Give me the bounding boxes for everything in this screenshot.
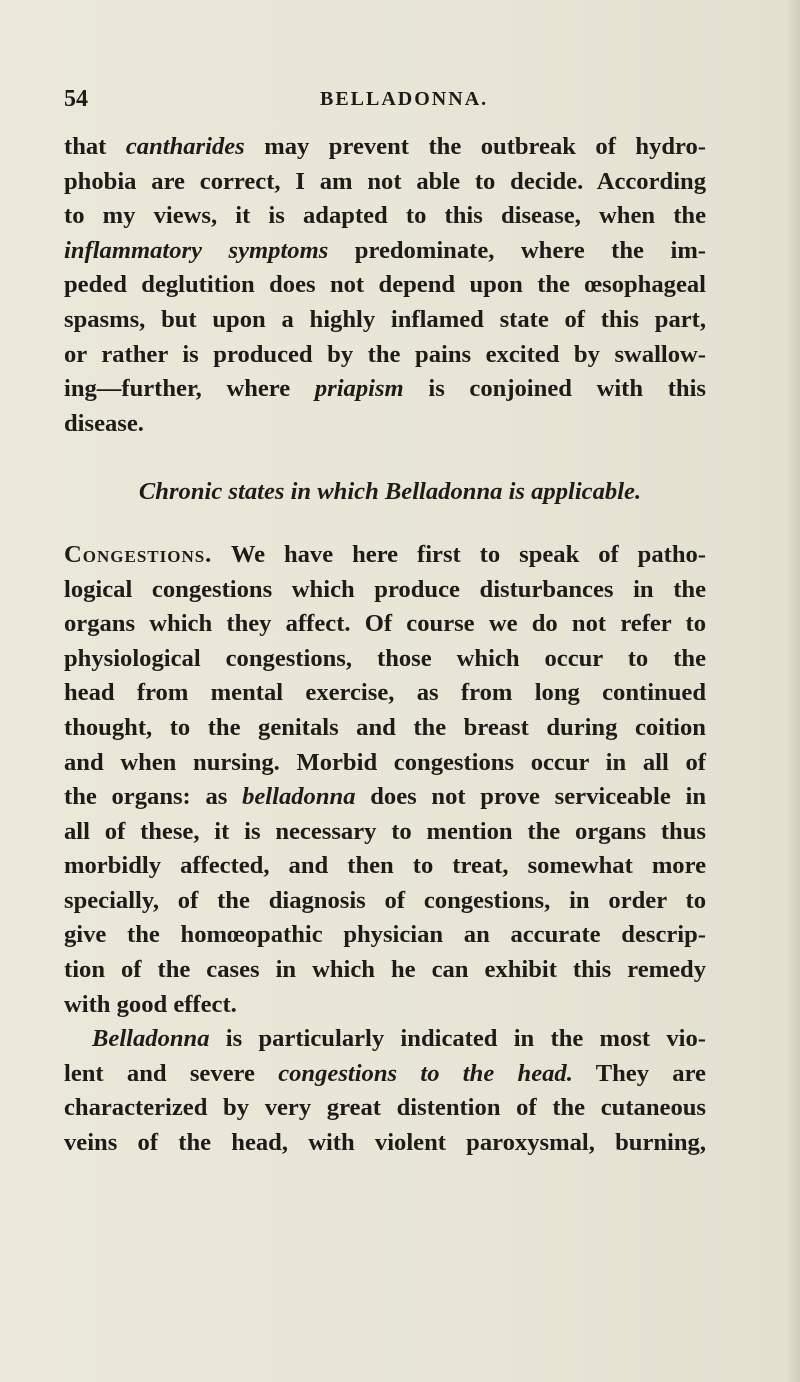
text-line: head from mental exercise, as from long continued	[64, 679, 706, 707]
italic-term: Belladonna	[92, 1025, 210, 1053]
text-line: give the homœopathic physician an accurate descrip-	[64, 921, 706, 949]
page-number: 54	[64, 86, 88, 112]
text-line: disease.	[64, 409, 144, 437]
body-text	[64, 130, 706, 1161]
text-line: or rather is produced by the pains excited by swallow-	[64, 340, 706, 368]
running-head: BELLADONNA.	[320, 88, 489, 110]
section-subheading: Chronic states in which Belladonna is applicable.	[138, 478, 642, 506]
text-line: morbidly affected, and then to treat, somewhat more	[64, 852, 706, 880]
text-line: to my views, it is adapted to this disease, when the	[64, 202, 706, 230]
text-line: organs which they affect. Of course we do not refer to	[64, 610, 706, 638]
text-line: Belladonna is particularly indicated in the most vio-	[92, 1025, 706, 1053]
text-line: phobia are correct, I am not able to decide. According	[64, 167, 706, 195]
text-line: and when nursing. Morbid congestions occur in all of	[64, 748, 706, 776]
text-line: lent and severe congestions to the head. They are	[64, 1059, 706, 1087]
text-line: that cantharides may prevent the outbreak of hydro-	[64, 133, 707, 160]
text-line: characterized by very great distention of the cutaneous	[64, 1094, 706, 1122]
text-line: veins of the head, with violent paroxysmal, burning,	[64, 1129, 706, 1157]
text-line: tion of the cases in which he can exhibit this remedy	[64, 956, 706, 984]
text-line: spasms, but upon a highly inflamed state of this part,	[64, 305, 706, 333]
italic-term: priapism	[314, 375, 404, 403]
text-line: Congestions. We have here first to speak of patho-	[64, 540, 706, 568]
text-line: ing—further, where priapism is conjoined with this	[64, 375, 706, 403]
italic-term: cantharides	[125, 133, 245, 160]
text-line: inflammatory symptoms predominate, where the im-	[64, 236, 706, 264]
text-line: the organs: as belladonna does not prove serviceable in	[64, 783, 706, 811]
text-line: all of these, it is necessary to mention the organs thus	[64, 817, 706, 845]
text-line: with good effect.	[64, 990, 237, 1018]
text-line: specially, of the diagnosis of congestions, in order to	[64, 886, 706, 914]
page-header	[64, 86, 704, 116]
text-line: thought, to the genitals and the breast during coition	[64, 713, 706, 741]
small-caps-lead: Congestions.	[64, 540, 213, 568]
italic-term: inflammatory symptoms	[64, 236, 329, 264]
italic-term: belladonna	[242, 783, 356, 811]
page-edge-shadow	[786, 0, 800, 1382]
italic-term: congestions to the head.	[278, 1059, 573, 1087]
text-line: logical congestions which produce disturbances in the	[64, 575, 706, 603]
text-line: physiological congestions, those which occur to the	[64, 644, 706, 672]
text-line: peded deglutition does not depend upon the œsophageal	[64, 271, 706, 299]
